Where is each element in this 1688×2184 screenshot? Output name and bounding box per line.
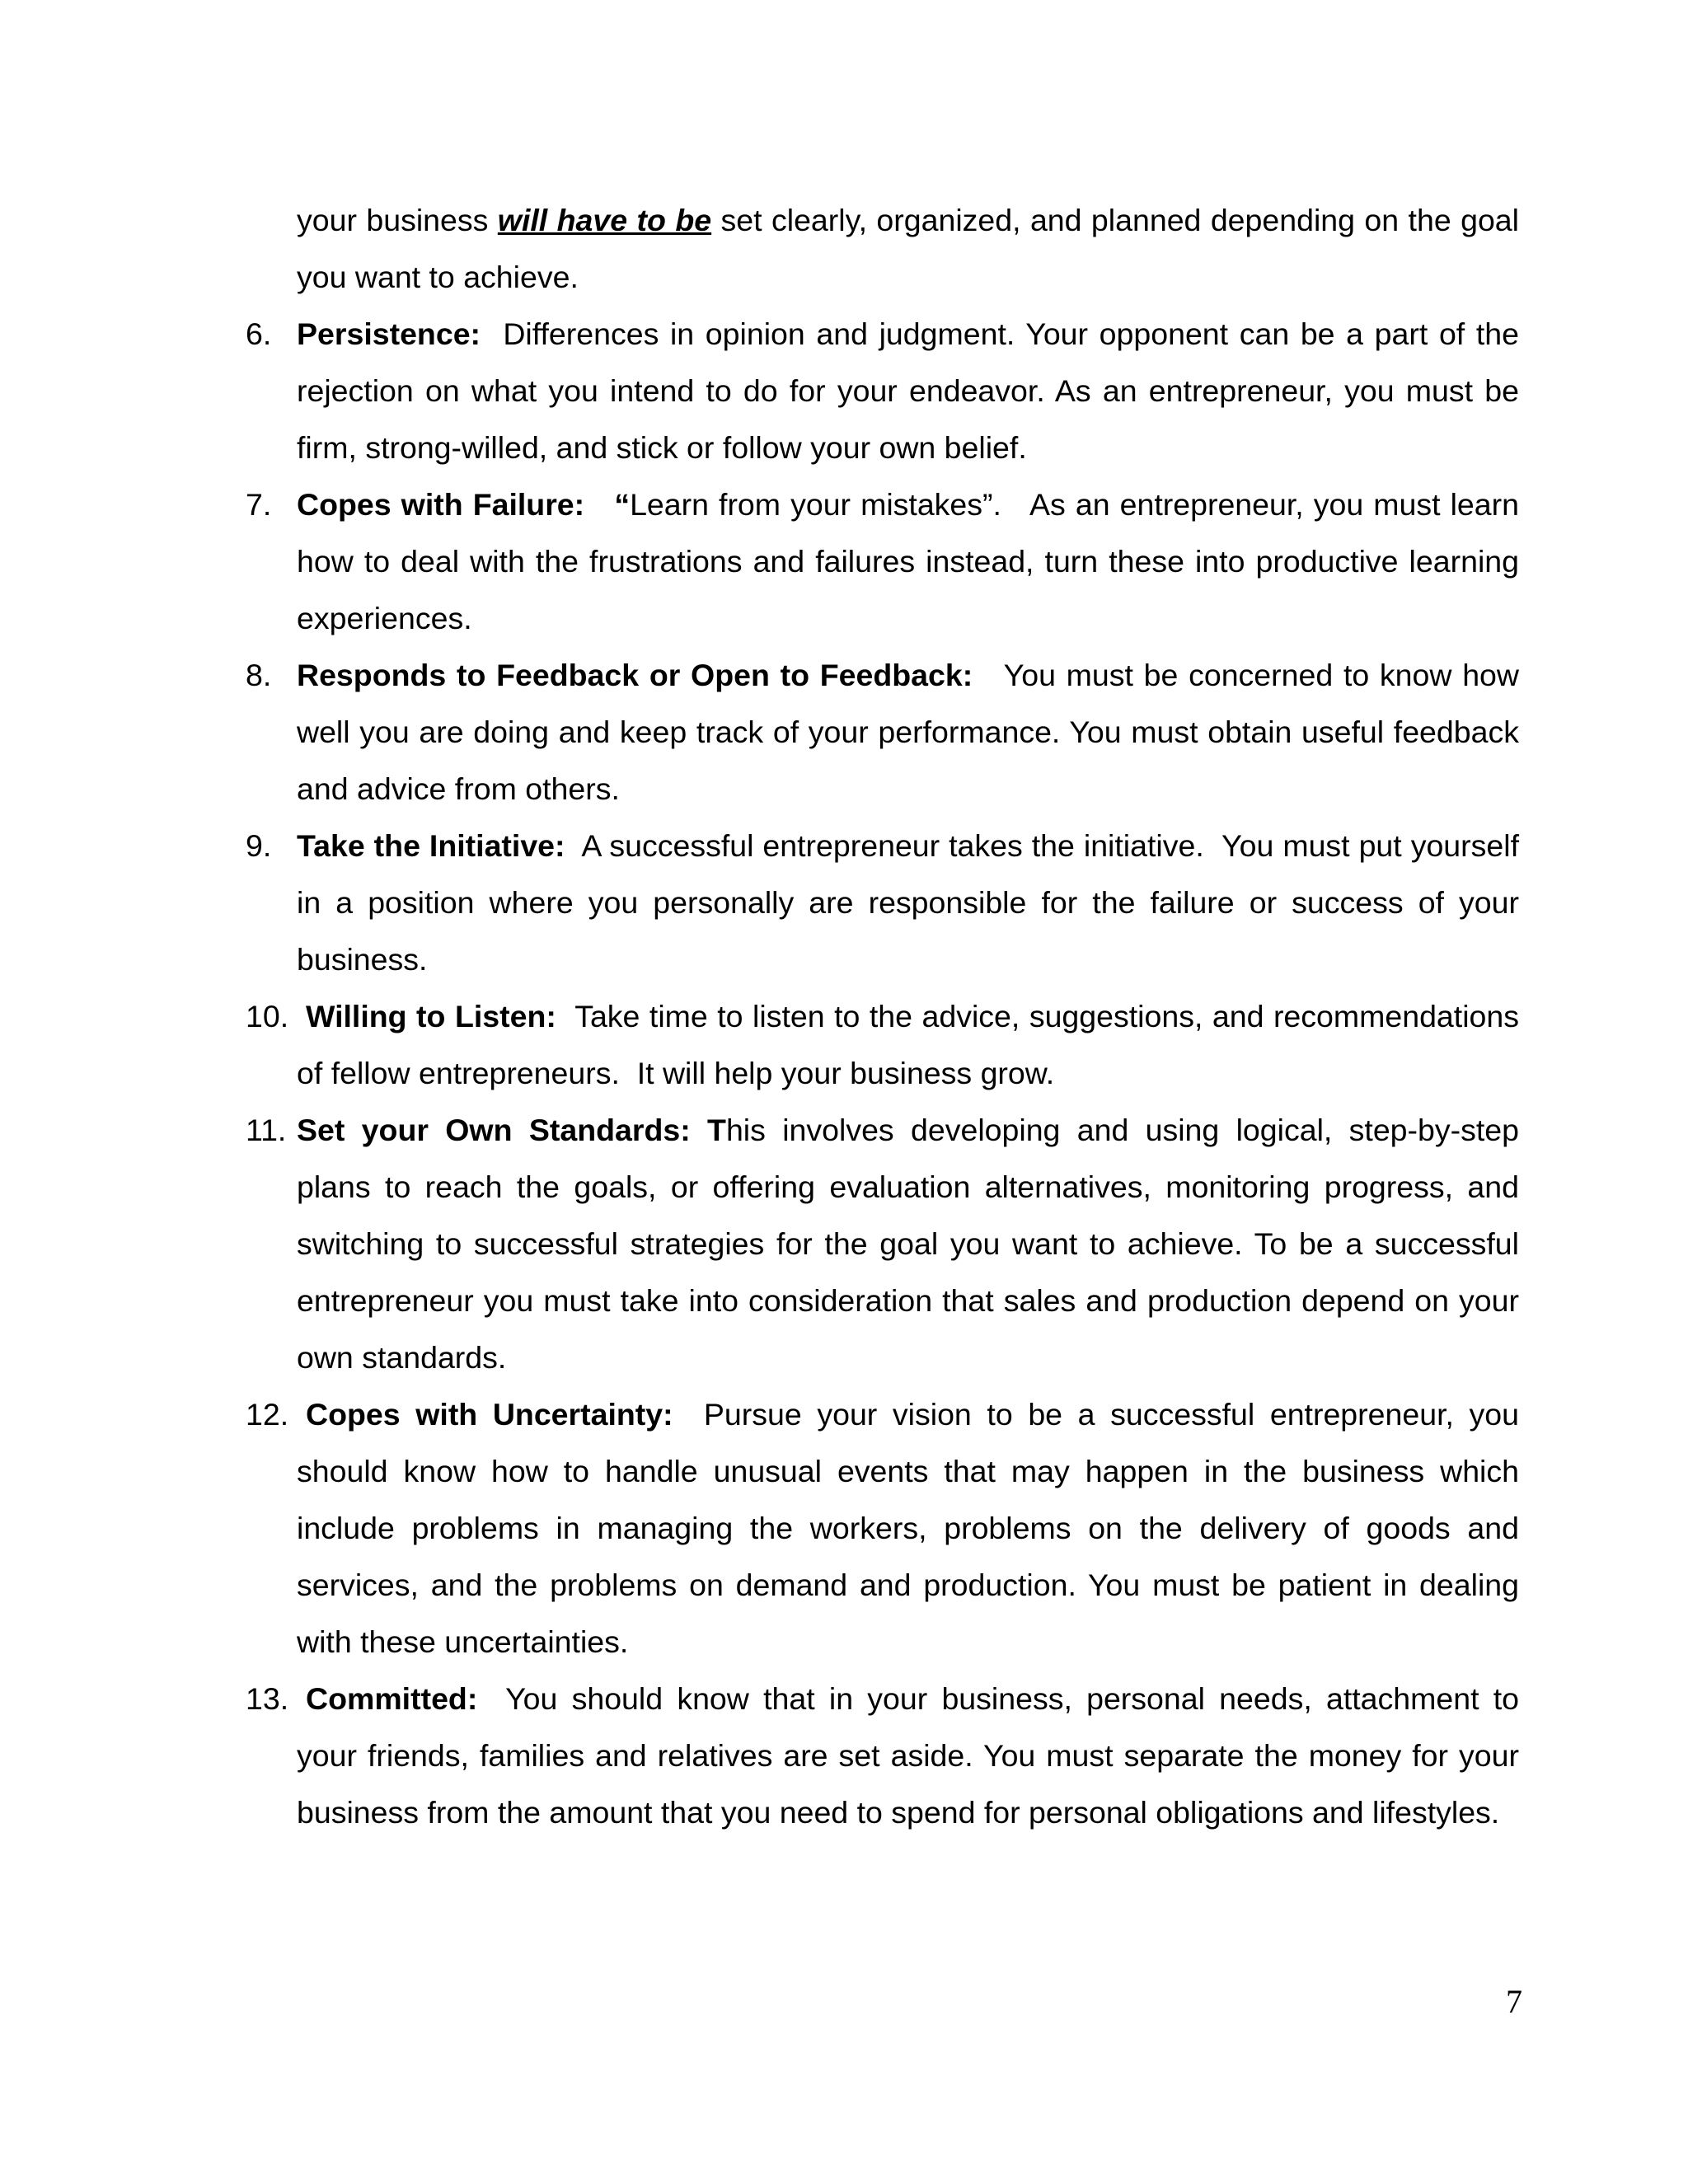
list-term: Copes with Failure: “ bbox=[297, 487, 631, 522]
page-content bbox=[246, 192, 1528, 1841]
list-text: Take time to listen to the advice, suggestions, and recommendations of fellow entrepreneurs. It will help your business grow. bbox=[297, 999, 1528, 1090]
page-number: 7 bbox=[1506, 1983, 1522, 2020]
list-text: You must be concerned to know how well you are doing and keep track of your performance. You must obtain useful feedback and advice from others. bbox=[297, 658, 1528, 806]
list-number: 11. bbox=[246, 1113, 287, 1147]
list-text: Pursue your vision to be a successful entrepreneur, you should know how to handle unusual events that may happen in the business which include problems in managing the workers, problems on the delivery of goods and services, and the problems on demand and production. You must be patient in dealing with these uncertainties. bbox=[297, 1397, 1528, 1659]
continuation-text-after: set clearly, organized, and planned depending on the goal you want to achieve. bbox=[297, 203, 1519, 294]
list-term: Willing to Listen: bbox=[306, 999, 556, 1033]
list-text: A successful entrepreneur takes the initiative. You must put yourself in a position where you personally are responsible for the failure or success of your business. bbox=[297, 828, 1528, 977]
list-text: Differences in opinion and judgment. Your opponent can be a part of the rejection on what you intend to do for your endeavor. As an entrepreneur, you must be firm, strong-willed, and stick or follow your own belief. bbox=[297, 316, 1528, 465]
continuation-paragraph bbox=[246, 192, 1519, 306]
list-number: 6. bbox=[246, 316, 272, 351]
list-term: Set your Own Standards: T bbox=[297, 1113, 726, 1147]
list-item-11 bbox=[246, 1102, 1519, 1386]
list-term: Persistence: bbox=[297, 316, 481, 351]
continuation-emphasis: will have to be bbox=[497, 203, 712, 237]
list-number: 8. bbox=[246, 658, 272, 692]
list-number: 10. bbox=[246, 999, 289, 1033]
list-item-10 bbox=[246, 988, 1528, 1102]
list-item-9 bbox=[246, 818, 1528, 988]
list-text: his involves developing and using logical, step-by-step plans to reach the goals, or offering evaluation alternatives, monitoring progress, and switching to successful strategies for the goal you want to achieve. To be a successful entrepreneur you must take into consideration that sales and production depend on your own standards. bbox=[297, 1113, 1519, 1375]
list-number: 12. bbox=[246, 1397, 289, 1432]
list-item-6 bbox=[246, 306, 1528, 476]
list-term: Copes with Uncertainty: bbox=[306, 1397, 673, 1432]
list-term: Committed: bbox=[306, 1681, 478, 1716]
list-number: 9. bbox=[246, 828, 272, 863]
list-text: Learn from your mistakes”. As an entrepreneur, you must learn how to deal with the frustrations and failures instead, turn these into productive learning experiences. bbox=[297, 487, 1528, 635]
continuation-text-before: your business bbox=[297, 203, 498, 237]
list-item-8 bbox=[246, 647, 1528, 818]
list-term: Take the Initiative: bbox=[297, 828, 565, 863]
list-item-12 bbox=[246, 1386, 1528, 1671]
list-number: 13. bbox=[246, 1681, 289, 1716]
list-term: Responds to Feedback or Open to Feedback: bbox=[297, 658, 973, 692]
list-item-13 bbox=[246, 1671, 1528, 1841]
list-text: You should know that in your business, personal needs, attachment to your friends, families and relatives are set aside. You must separate the money for your business from the amount that you need to spend for personal obligations and lifestyles. bbox=[297, 1681, 1528, 1830]
list-number: 7. bbox=[246, 487, 272, 522]
list-item-7 bbox=[246, 476, 1528, 647]
